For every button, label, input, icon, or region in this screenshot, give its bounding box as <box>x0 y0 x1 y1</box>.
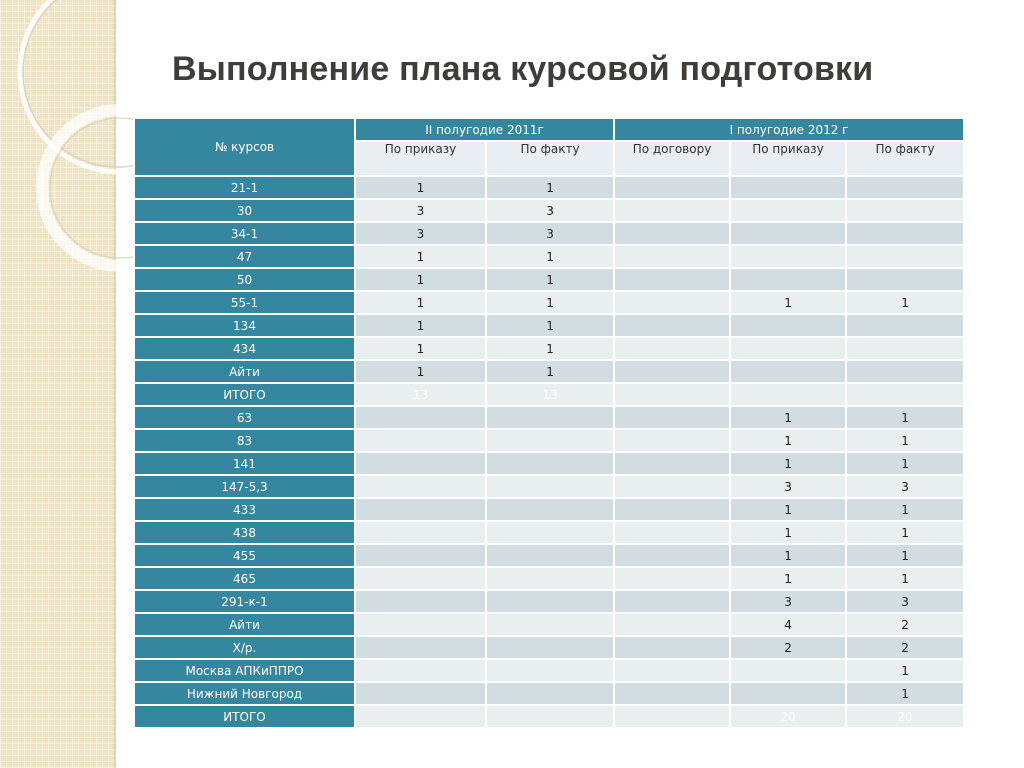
table-cell <box>486 429 614 452</box>
table-cell <box>730 199 846 222</box>
table-row <box>134 176 964 199</box>
table-cell: 2 <box>846 636 964 659</box>
course-label: 34-1 <box>134 222 355 245</box>
table-cell: 20 <box>730 705 846 728</box>
table-cell <box>486 705 614 728</box>
table-cell: 3 <box>355 222 486 245</box>
table-cell <box>730 222 846 245</box>
table-cell <box>730 314 846 337</box>
course-label: 47 <box>134 245 355 268</box>
table-row <box>134 682 964 705</box>
table-cell: 1 <box>730 406 846 429</box>
table-cell <box>486 475 614 498</box>
table-cell <box>614 521 730 544</box>
table-body <box>134 176 964 728</box>
table-cell <box>486 406 614 429</box>
table-cell <box>730 360 846 383</box>
table-cell <box>846 314 964 337</box>
table-cell: 1 <box>730 567 846 590</box>
table-cell <box>486 613 614 636</box>
table-cell <box>355 613 486 636</box>
table-cell: 1 <box>486 337 614 360</box>
table-cell <box>614 406 730 429</box>
table-cell: 1 <box>486 268 614 291</box>
table-cell <box>614 705 730 728</box>
course-label: ИТОГО <box>134 383 355 406</box>
table-row <box>134 360 964 383</box>
table-cell <box>730 337 846 360</box>
table-cell <box>355 544 486 567</box>
table-cell: 1 <box>486 176 614 199</box>
table-cell <box>486 544 614 567</box>
table-cell <box>355 659 486 682</box>
course-plan-table <box>133 117 965 729</box>
table-cell: 1 <box>846 406 964 429</box>
course-label: 434 <box>134 337 355 360</box>
courses-column-header: № курсов <box>134 118 355 176</box>
table-cell: 1 <box>355 337 486 360</box>
table-cell <box>355 705 486 728</box>
table-cell: 1 <box>730 521 846 544</box>
table-cell <box>486 567 614 590</box>
subheader-fact-2011: По факту <box>486 141 614 176</box>
table-cell <box>614 682 730 705</box>
course-label: 134 <box>134 314 355 337</box>
course-label: 83 <box>134 429 355 452</box>
table-cell <box>614 360 730 383</box>
subheader-contract-2012: По договору <box>614 141 730 176</box>
table-cell <box>355 452 486 475</box>
table-row <box>134 659 964 682</box>
table-cell: 1 <box>846 659 964 682</box>
table-cell <box>614 176 730 199</box>
table-cell: 13 <box>486 383 614 406</box>
course-label: 291-к-1 <box>134 590 355 613</box>
table-cell: 1 <box>486 291 614 314</box>
table-cell: 1 <box>846 291 964 314</box>
table-cell: 1 <box>486 245 614 268</box>
table-cell: 13 <box>355 383 486 406</box>
table-cell <box>614 222 730 245</box>
course-label: Х/р. <box>134 636 355 659</box>
table-cell: 1 <box>846 682 964 705</box>
table-cell <box>730 659 846 682</box>
group-header-2012: I полугодие 2012 г <box>614 118 964 141</box>
table-cell <box>846 337 964 360</box>
table-cell <box>614 199 730 222</box>
table-cell <box>355 521 486 544</box>
table-cell: 2 <box>846 613 964 636</box>
table-row <box>134 337 964 360</box>
table-cell <box>846 245 964 268</box>
course-label: 63 <box>134 406 355 429</box>
table-row <box>134 590 964 613</box>
table-cell: 1 <box>730 544 846 567</box>
table-cell <box>486 682 614 705</box>
course-label: Айти <box>134 613 355 636</box>
table-cell <box>614 291 730 314</box>
table-cell <box>486 590 614 613</box>
table-cell: 1 <box>355 268 486 291</box>
course-label: Айти <box>134 360 355 383</box>
table-cell <box>355 636 486 659</box>
table-cell: 1 <box>846 498 964 521</box>
table-cell: 1 <box>730 291 846 314</box>
course-label: 147-5,3 <box>134 475 355 498</box>
table-row <box>134 521 964 544</box>
table-cell <box>614 452 730 475</box>
table-cell: 3 <box>355 199 486 222</box>
table-cell <box>486 659 614 682</box>
table-cell: 1 <box>355 245 486 268</box>
table-cell <box>846 176 964 199</box>
table-cell <box>614 337 730 360</box>
table-cell <box>486 521 614 544</box>
table-cell <box>846 199 964 222</box>
table-row <box>134 636 964 659</box>
table-row <box>134 475 964 498</box>
total-row <box>134 705 964 728</box>
table-cell <box>730 245 846 268</box>
table-cell <box>730 383 846 406</box>
table-row <box>134 498 964 521</box>
table-cell <box>846 268 964 291</box>
table-row <box>134 199 964 222</box>
table-cell <box>614 268 730 291</box>
table-cell: 1 <box>355 360 486 383</box>
table-row <box>134 613 964 636</box>
table-cell <box>614 498 730 521</box>
table-cell <box>614 659 730 682</box>
table-cell: 1 <box>730 498 846 521</box>
table-row <box>134 544 964 567</box>
table-cell: 3 <box>846 590 964 613</box>
course-label: ИТОГО <box>134 705 355 728</box>
table-cell <box>614 613 730 636</box>
table-cell: 3 <box>486 222 614 245</box>
table-cell: 2 <box>730 636 846 659</box>
table-row <box>134 314 964 337</box>
table-cell <box>614 314 730 337</box>
table-cell: 1 <box>846 544 964 567</box>
table-cell: 20 <box>846 705 964 728</box>
table-cell <box>846 383 964 406</box>
table-row <box>134 291 964 314</box>
subheader-order-2012: По приказу <box>730 141 846 176</box>
course-label: 438 <box>134 521 355 544</box>
table-row <box>134 429 964 452</box>
course-label: 50 <box>134 268 355 291</box>
table-cell <box>614 567 730 590</box>
table-cell <box>614 544 730 567</box>
table-cell <box>355 682 486 705</box>
course-label: 433 <box>134 498 355 521</box>
table-row <box>134 245 964 268</box>
table-cell <box>730 176 846 199</box>
table-cell: 1 <box>846 429 964 452</box>
course-label: Нижний Новгород <box>134 682 355 705</box>
table-cell <box>486 636 614 659</box>
course-label: Москва АПКиППРО <box>134 659 355 682</box>
course-label: 465 <box>134 567 355 590</box>
table-cell: 1 <box>355 314 486 337</box>
table-cell <box>614 475 730 498</box>
table-cell <box>486 498 614 521</box>
subheader-order-2011: По приказу <box>355 141 486 176</box>
table-cell: 4 <box>730 613 846 636</box>
table-row <box>134 406 964 429</box>
table-cell <box>614 383 730 406</box>
table-cell <box>614 636 730 659</box>
table-cell: 3 <box>846 475 964 498</box>
table-cell <box>846 360 964 383</box>
table-row <box>134 222 964 245</box>
table-cell: 1 <box>486 360 614 383</box>
table-cell <box>614 590 730 613</box>
course-label: 141 <box>134 452 355 475</box>
group-header-2011: II полугодие 2011г <box>355 118 614 141</box>
table-cell <box>355 475 486 498</box>
table-cell: 1 <box>355 176 486 199</box>
table-cell <box>846 222 964 245</box>
table-cell <box>355 406 486 429</box>
table-cell <box>730 268 846 291</box>
course-label: 455 <box>134 544 355 567</box>
table-cell: 1 <box>486 314 614 337</box>
table-cell: 3 <box>486 199 614 222</box>
table-cell <box>730 682 846 705</box>
table-cell: 1 <box>846 452 964 475</box>
table-cell: 1 <box>730 429 846 452</box>
table-cell: 1 <box>730 452 846 475</box>
table-cell: 3 <box>730 590 846 613</box>
table-cell <box>486 452 614 475</box>
table-row <box>134 567 964 590</box>
table-row <box>134 452 964 475</box>
table-cell <box>355 567 486 590</box>
table-row <box>134 268 964 291</box>
table-cell <box>355 498 486 521</box>
table-cell <box>614 429 730 452</box>
total-row <box>134 383 964 406</box>
course-label: 30 <box>134 199 355 222</box>
decorative-circles <box>0 0 140 300</box>
table-cell <box>355 590 486 613</box>
table-cell: 1 <box>846 521 964 544</box>
table-cell: 3 <box>730 475 846 498</box>
course-label: 55-1 <box>134 291 355 314</box>
subheader-fact-2012: По факту <box>846 141 964 176</box>
table-cell <box>355 429 486 452</box>
table-cell <box>614 245 730 268</box>
table-cell: 1 <box>846 567 964 590</box>
slide-title: Выполнение плана курсовой подготовки <box>172 50 874 88</box>
course-label: 21-1 <box>134 176 355 199</box>
table-cell: 1 <box>355 291 486 314</box>
